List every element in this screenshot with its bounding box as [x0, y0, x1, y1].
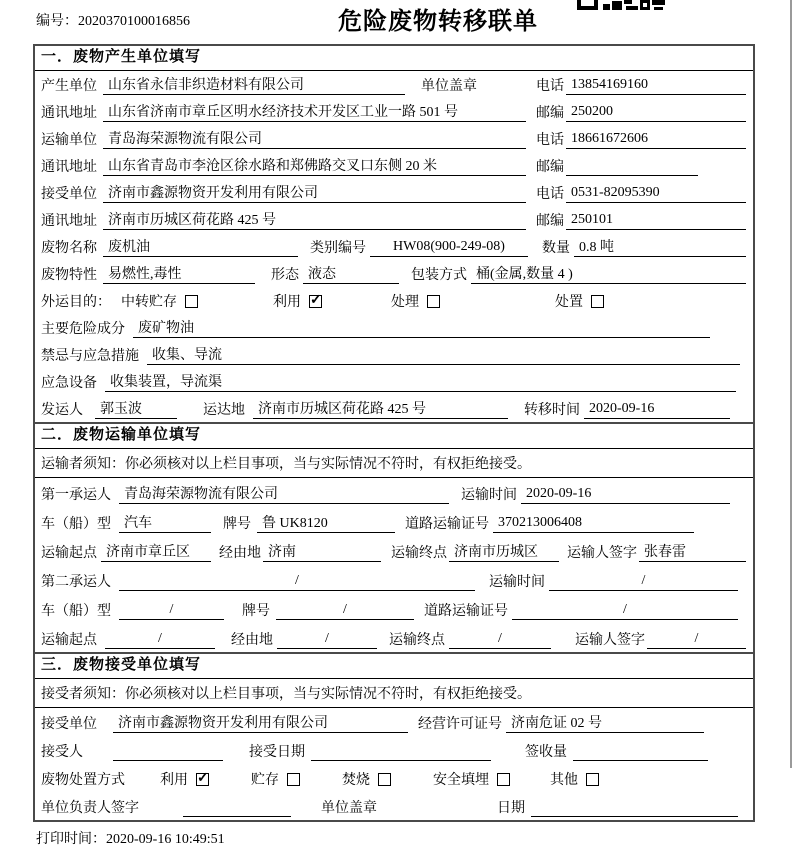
checkbox-option: [121, 291, 198, 311]
field-label: 运输时间: [489, 575, 545, 590]
checkbox-label: 处理: [391, 295, 419, 310]
form-row-receive-unit: [35, 708, 753, 736]
field-label: 牌号: [242, 604, 270, 619]
field-label: 经由地: [219, 546, 261, 561]
form-row-second-carrier: [35, 565, 753, 594]
field-value: 山东省青岛市李沧区徐水路和郑佛路交叉口东侧 20 米: [103, 155, 526, 176]
notice-text: 接受者须知：你必须核对以上栏目事项，当与实际情况不符时，有权拒绝接受。: [35, 679, 753, 708]
form-row-receiver-person: [35, 736, 753, 764]
field-label: 电话: [536, 133, 564, 148]
checkbox-option: [342, 769, 391, 789]
form-row-receiver-address: [35, 206, 753, 233]
field-value: 废机油: [103, 236, 298, 257]
field-value: 370213006408: [493, 515, 694, 533]
notice-text: 运输者须知：你必须核对以上栏目事项，当与实际情况不符时，有权拒绝接受。: [35, 449, 753, 478]
field-value: [566, 158, 698, 176]
form-row-transfer-purpose: [35, 287, 753, 314]
field-label: 邮编: [536, 214, 564, 229]
field-label: 运输人签字: [567, 546, 637, 561]
field-value: 济南市鑫源物资开发利用有限公司: [113, 712, 408, 733]
field-value: 桶(金属,数量 4 ): [471, 263, 746, 284]
field-label: 运输时间: [461, 488, 517, 503]
field-value: 13854169160: [566, 77, 746, 95]
field-label: 邮编: [536, 160, 564, 175]
field-value: 山东省济南市章丘区明水经济技术开发区工业一路 501 号: [103, 101, 526, 122]
form-row-waste-name: [35, 233, 753, 260]
field-label: 电话: [536, 187, 564, 202]
field-value: 收集、导流: [147, 344, 740, 365]
field-value: 2020-09-16: [584, 401, 730, 419]
checkbox-label: 其他: [550, 773, 578, 788]
form-row-first-carrier: [35, 478, 753, 507]
checkbox-option: [251, 769, 300, 789]
checkbox-label: 安全填埋: [433, 773, 489, 788]
field-label: 数量: [542, 241, 570, 256]
form-row-vehicle-type-2: [35, 594, 753, 623]
section-producer: [33, 44, 755, 424]
form-row-emergency-equipment: [35, 368, 753, 395]
field-label: 接受单位: [41, 717, 97, 732]
field-label: 禁忌与应急措施: [41, 349, 139, 364]
checkbox: [586, 773, 599, 786]
field-value: [531, 799, 738, 817]
field-value: 废矿物油: [133, 317, 710, 338]
field-value: /: [277, 631, 377, 649]
field-label: 发运人: [41, 403, 83, 418]
checkbox-option: [550, 769, 599, 789]
checkbox-label: 贮存: [251, 773, 279, 788]
field-label: 单位盖章: [421, 79, 477, 94]
checkbox-label: 利用: [273, 295, 301, 310]
field-value: [311, 743, 491, 761]
section-header: 三．废物接受单位填写: [35, 654, 753, 679]
section-receiver: [33, 652, 755, 822]
field-value: /: [119, 602, 224, 620]
field-label: 通讯地址: [41, 160, 97, 175]
field-value: 鲁 UK8120: [257, 512, 395, 533]
print-time-value: 2020-09-16 10:49:51: [106, 832, 225, 847]
checkbox: [287, 773, 300, 786]
checkbox-option: [433, 769, 510, 789]
field-value: /: [119, 573, 475, 591]
field-label: 类别编号: [310, 241, 366, 256]
field-value: 汽车: [119, 512, 211, 533]
field-value: 易燃性,毒性: [103, 263, 255, 284]
field-label: 经由地: [231, 633, 273, 648]
field-value: 济南市鑫源物资开发利用有限公司: [103, 182, 526, 203]
field-label: 接受单位: [41, 187, 97, 202]
field-label: 转移时间: [524, 403, 580, 418]
serial-label: 编号：: [36, 14, 78, 29]
field-value: 郭玉波: [95, 398, 177, 419]
field-value: [573, 743, 708, 761]
field-label: 通讯地址: [41, 214, 97, 229]
checkbox-label: 中转贮存: [121, 295, 177, 310]
document-header: [0, 0, 796, 44]
checkbox-option: [391, 291, 440, 311]
field-label: 车（船）型: [41, 517, 111, 532]
checkbox: [427, 295, 440, 308]
section-header: 一．废物产生单位填写: [35, 46, 753, 71]
field-value: 济南: [263, 541, 381, 562]
field-label: 运输起点: [41, 633, 97, 648]
form-row-transporter-address: [35, 152, 753, 179]
field-label: 经营许可证号: [418, 717, 502, 732]
section-header: 二．废物运输单位填写: [35, 424, 753, 449]
field-label: 运输单位: [41, 133, 97, 148]
checkbox-label: 利用: [160, 773, 188, 788]
field-value: HW08(900-249-08): [370, 239, 528, 257]
field-value: 18661672606: [566, 131, 746, 149]
field-label: 运输终点: [391, 546, 447, 561]
field-label: 单位盖章: [321, 801, 377, 816]
form-row-emergency-measures: [35, 341, 753, 368]
field-label: 运输终点: [389, 633, 445, 648]
field-label: 签收量: [525, 745, 567, 760]
field-value: 济南市历城区荷花路 425 号: [103, 209, 526, 230]
field-label: 接受人: [41, 745, 83, 760]
checkbox: [196, 773, 209, 786]
form-row-disposal-method: [35, 764, 753, 792]
field-label: 产生单位: [41, 79, 97, 94]
field-label: 主要危险成分: [41, 322, 125, 337]
field-label: 道路运输证号: [424, 604, 508, 619]
checkbox: [378, 773, 391, 786]
field-value: /: [276, 602, 414, 620]
checkbox-option: [555, 291, 604, 311]
field-value: 0.8 吨: [574, 236, 746, 257]
field-label: 车（船）型: [41, 604, 111, 619]
checkbox: [591, 295, 604, 308]
field-label: 牌号: [223, 517, 251, 532]
checkbox: [309, 295, 322, 308]
field-value: [183, 799, 291, 817]
form-row-producer-address: [35, 98, 753, 125]
field-value: 张春雷: [639, 541, 746, 562]
qr-code-fragment-icon: [577, 0, 665, 11]
form-row-transport-route-2: [35, 623, 753, 652]
field-value: 0531-82095390: [566, 185, 746, 203]
field-value: 济南市章丘区: [101, 541, 211, 562]
field-value: 250200: [566, 104, 746, 122]
field-value: 2020-09-16: [521, 486, 730, 504]
form-row-producer-unit: [35, 71, 753, 98]
field-label: 第二承运人: [41, 575, 111, 590]
field-label: 运达地: [203, 403, 245, 418]
form-row-waste-property: [35, 260, 753, 287]
field-label: 运输人签字: [575, 633, 645, 648]
field-value: 济南市历城区荷花路 425 号: [253, 398, 508, 419]
field-value: 液态: [303, 263, 399, 284]
section-transporter: [33, 422, 755, 654]
form-row-responsible-signature: [35, 792, 753, 820]
field-value: /: [647, 631, 746, 649]
field-label: 包装方式: [411, 268, 467, 283]
form-row-hazard-component: [35, 314, 753, 341]
form-row-vehicle-type: [35, 507, 753, 536]
field-value: /: [105, 631, 215, 649]
field-value: [113, 743, 223, 761]
field-label: 单位负责人签字: [41, 801, 139, 816]
field-value: 济南市历城区: [449, 541, 559, 562]
print-time: [36, 828, 796, 848]
checkbox-label: 焚烧: [342, 773, 370, 788]
form-row-transporter-unit: [35, 125, 753, 152]
form-row-receiver-unit: [35, 179, 753, 206]
checkbox-label: 处置: [555, 295, 583, 310]
checkbox-option: [273, 291, 322, 311]
form-row-shipper: [35, 395, 753, 422]
field-label: 形态: [271, 268, 299, 283]
field-value: 青岛海荣源物流有限公司: [103, 128, 526, 149]
field-label: 废物特性: [41, 268, 97, 283]
field-label: 日期: [497, 801, 525, 816]
checkbox-option: [160, 769, 209, 789]
field-label: 电话: [536, 79, 564, 94]
field-value: 250101: [566, 212, 746, 230]
field-label: 运输起点: [41, 546, 97, 561]
print-time-label: 打印时间：: [36, 832, 106, 847]
page-edge-line: [790, 0, 792, 768]
field-value: 青岛海荣源物流有限公司: [119, 483, 449, 504]
field-value: /: [449, 631, 551, 649]
field-label: 废物名称: [41, 241, 97, 256]
serial-value: 2020370100016856: [78, 14, 190, 29]
field-label: 应急设备: [41, 376, 97, 391]
field-label: 通讯地址: [41, 106, 97, 121]
field-label: 废物处置方式: [41, 773, 125, 788]
field-label: 第一承运人: [41, 488, 111, 503]
field-label: 接受日期: [249, 745, 305, 760]
field-label: 道路运输证号: [405, 517, 489, 532]
field-value: /: [549, 573, 738, 591]
form-row-transport-route: [35, 536, 753, 565]
field-value: 收集装置，导流渠: [105, 371, 736, 392]
page-title: 危险废物转移联单: [338, 9, 538, 35]
field-value: /: [512, 602, 738, 620]
checkbox: [185, 295, 198, 308]
checkbox: [497, 773, 510, 786]
field-value: 山东省永信非织造材料有限公司: [103, 74, 405, 95]
field-value: 济南危证 02 号: [506, 712, 704, 733]
field-label: 外运目的：: [41, 295, 111, 310]
field-label: 邮编: [536, 106, 564, 121]
